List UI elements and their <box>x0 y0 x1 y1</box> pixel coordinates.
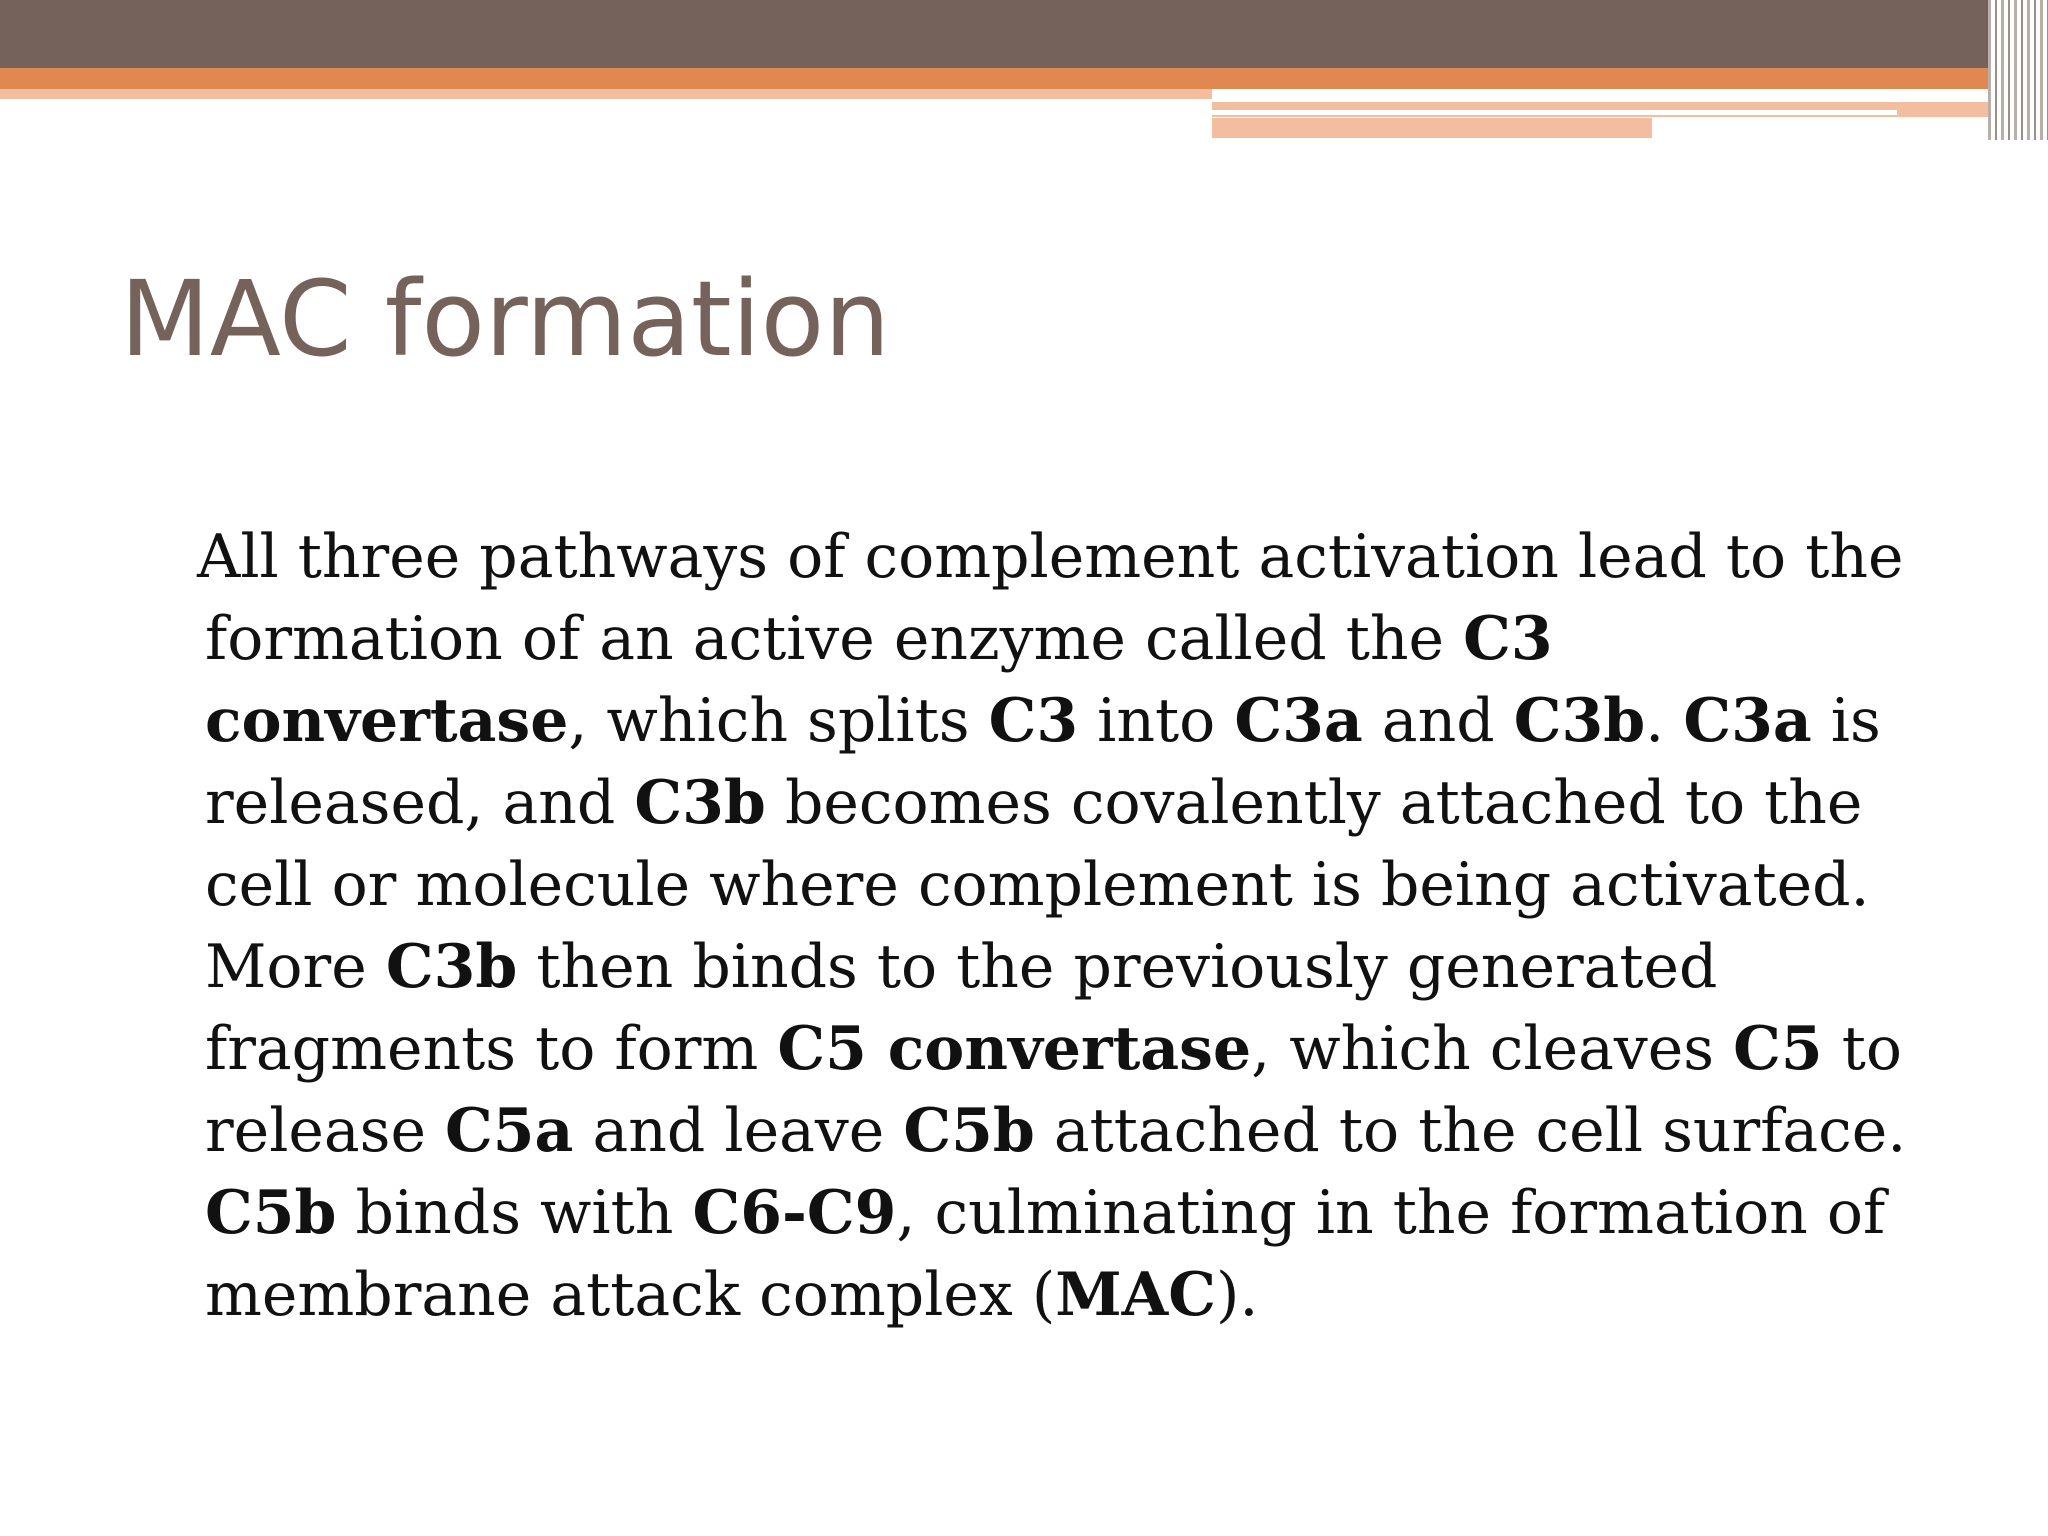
header-band-peach-bottom <box>1212 118 1652 138</box>
header-band-orange <box>0 68 2000 89</box>
text-run: attached to the cell surface. <box>1034 1096 1907 1166</box>
bold-term: C5b <box>903 1096 1035 1166</box>
bold-term: C5 convertase <box>777 1014 1252 1084</box>
text-run: and leave <box>573 1096 904 1166</box>
text-run: All three pathways of complement activation lead to the formation of an active enzyme called the <box>197 522 1904 674</box>
bold-term: C5 <box>1733 1014 1823 1084</box>
bold-term: C5b <box>205 1178 337 1248</box>
bold-term: C3 convertase <box>205 604 1553 756</box>
slide-body-paragraph <box>197 516 1925 1336</box>
text-run: ). <box>1215 1260 1259 1330</box>
bold-term: C6-C9 <box>692 1178 897 1248</box>
text-run: . <box>1645 686 1684 756</box>
text-run: into <box>1078 686 1235 756</box>
header-band-notch <box>1652 130 2012 140</box>
header-band-brown <box>0 0 2048 68</box>
text-run: to release <box>205 1014 1902 1166</box>
text-run: is released, and <box>205 686 1881 838</box>
bold-term: MAC <box>1055 1260 1216 1330</box>
text-run: , culminating in the formation of membrane attack complex ( <box>205 1178 1886 1330</box>
bold-term: C3 <box>988 686 1079 756</box>
text-run: , which splits <box>568 686 989 756</box>
text-run: then binds to the previously generated fragments to form <box>205 932 1718 1084</box>
bold-term: C5a <box>445 1096 574 1166</box>
header-vertical-stripes <box>1988 0 2048 140</box>
header-band-peach-left <box>0 89 1212 99</box>
text-run: , which cleaves <box>1251 1014 1734 1084</box>
bold-term: C3a <box>1234 686 1363 756</box>
bold-term: C3b <box>634 768 766 838</box>
slide-title: MAC formation <box>120 258 891 380</box>
text-run: and <box>1362 686 1514 756</box>
bold-term: C3b <box>1513 686 1646 756</box>
header-band-white-line <box>1212 110 1897 115</box>
bold-term: C3b <box>385 932 518 1002</box>
bold-term: C3a <box>1683 686 1812 756</box>
text-run: binds with <box>336 1178 693 1248</box>
text-run: becomes covalently attached to the cell or molecule where complement is being activated. More <box>205 768 1870 1002</box>
